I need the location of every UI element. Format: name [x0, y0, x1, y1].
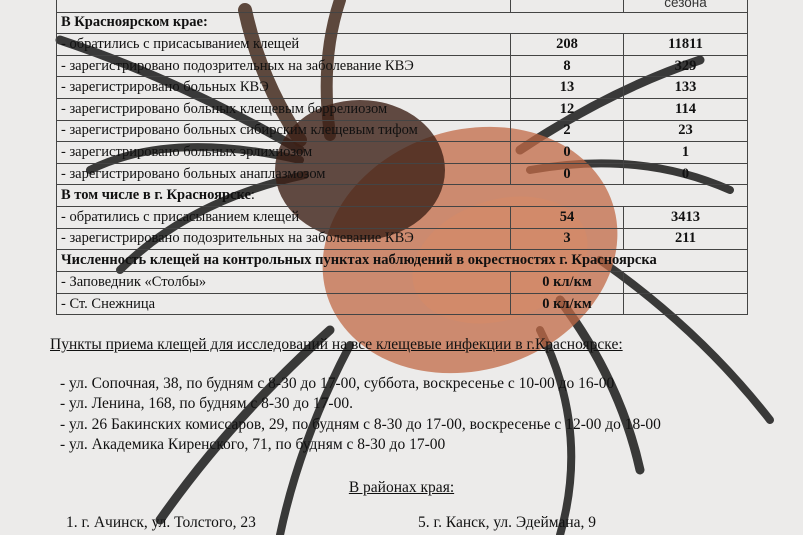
row-label: - Заповедник «Столбы»	[57, 272, 511, 294]
row-label: - Ст. Снежница	[57, 293, 511, 315]
row-empty-cell	[624, 272, 748, 294]
tick-statistics-table	[56, 0, 748, 315]
table-row	[57, 206, 748, 228]
row-season-value: 23	[624, 120, 748, 142]
list-item: - ул. 26 Бакинских комиссаров, 29, по будням с 8-30 до 17-00, воскресенье с 12-00 до 18-00	[60, 415, 661, 433]
row-season-value: 133	[624, 77, 748, 99]
district-item: 1. г. Ачинск, ул. Толстого, 23	[66, 514, 256, 531]
row-season-value: 11811	[624, 34, 748, 56]
table-row	[57, 77, 748, 99]
header-cell	[57, 0, 511, 12]
row-season-value: 1	[624, 142, 748, 164]
section-title	[57, 185, 748, 207]
row-season-value: 0	[624, 163, 748, 185]
row-label: - обратились с присасыванием клещей	[57, 34, 511, 56]
row-season-value: 329	[624, 55, 748, 77]
row-label: - зарегистрировано больных сибирским клещевым тифом	[57, 120, 511, 142]
table-row	[57, 163, 748, 185]
row-label: - зарегистрировано больных анаплазмозом	[57, 163, 511, 185]
districts-title: В районах края:	[348, 479, 455, 496]
row-week-value: 8	[511, 55, 624, 77]
section-title-bold: В том числе в г. Красноярске	[61, 187, 251, 204]
collection-points-title: Пункты приема клещей для исследований на все клещевые инфекции в г.Красноярске:	[50, 336, 623, 353]
section-title-colon: :	[250, 187, 255, 204]
row-week-value: 208	[511, 34, 624, 56]
row-label: - зарегистрировано больных эрлихиозом	[57, 142, 511, 164]
section-row-density	[57, 250, 748, 272]
table-row	[57, 142, 748, 164]
row-week-value: 0	[511, 163, 624, 185]
table-row	[57, 120, 748, 142]
row-week-value: 13	[511, 77, 624, 99]
row-label: - зарегистрировано подозрительных на заболевание КВЭ	[57, 55, 511, 77]
row-week-value: 3	[511, 228, 624, 250]
row-empty-cell	[624, 293, 748, 315]
list-item: - ул. Академика Киренского, 71, по будням с 8-30 до 17-00	[60, 435, 446, 453]
table-row	[57, 55, 748, 77]
row-week-value: 0	[511, 142, 624, 164]
row-label: - зарегистрировано подозрительных на заболевание КВЭ	[57, 228, 511, 250]
row-week-value: 54	[511, 206, 624, 228]
row-label: - обратились с присасыванием клещей	[57, 206, 511, 228]
row-density-value: 0 кл/км	[511, 293, 624, 315]
row-season-value: 114	[624, 98, 748, 120]
table-row	[57, 98, 748, 120]
row-label: - зарегистрировано больных клещевым боррелиозом	[57, 98, 511, 120]
list-item: - ул. Ленина, 168, по будням с 8-30 до 17-00.	[60, 395, 353, 413]
row-season-value: 211	[624, 228, 748, 250]
row-season-value: 3413	[624, 206, 748, 228]
list-item: - ул. Сопочная, 38, по будням с 8-30 до 17-00, суббота, воскресенье с 10-00 до 16-00	[60, 375, 615, 392]
table-row	[57, 293, 748, 315]
table-row	[57, 272, 748, 294]
section-row-krai	[57, 12, 748, 34]
header-cell-season: сезона	[624, 0, 748, 12]
section-title: В Красноярском крае:	[57, 12, 748, 34]
collection-points-list	[60, 374, 661, 455]
header-cell	[511, 0, 624, 12]
district-item: 5. г. Канск, ул. Эдеймана, 9	[418, 514, 597, 531]
row-density-value: 0 кл/км	[511, 272, 624, 294]
row-week-value: 2	[511, 120, 624, 142]
section-title: Численность клещей на контрольных пунктах наблюдений в окрестностях г. Красноярска	[57, 250, 748, 272]
row-label: - зарегистрировано больных КВЭ	[57, 77, 511, 99]
row-week-value: 12	[511, 98, 624, 120]
table-row	[57, 34, 748, 56]
table-header-row	[57, 0, 748, 12]
section-row-city	[57, 185, 748, 207]
table-row	[57, 228, 748, 250]
